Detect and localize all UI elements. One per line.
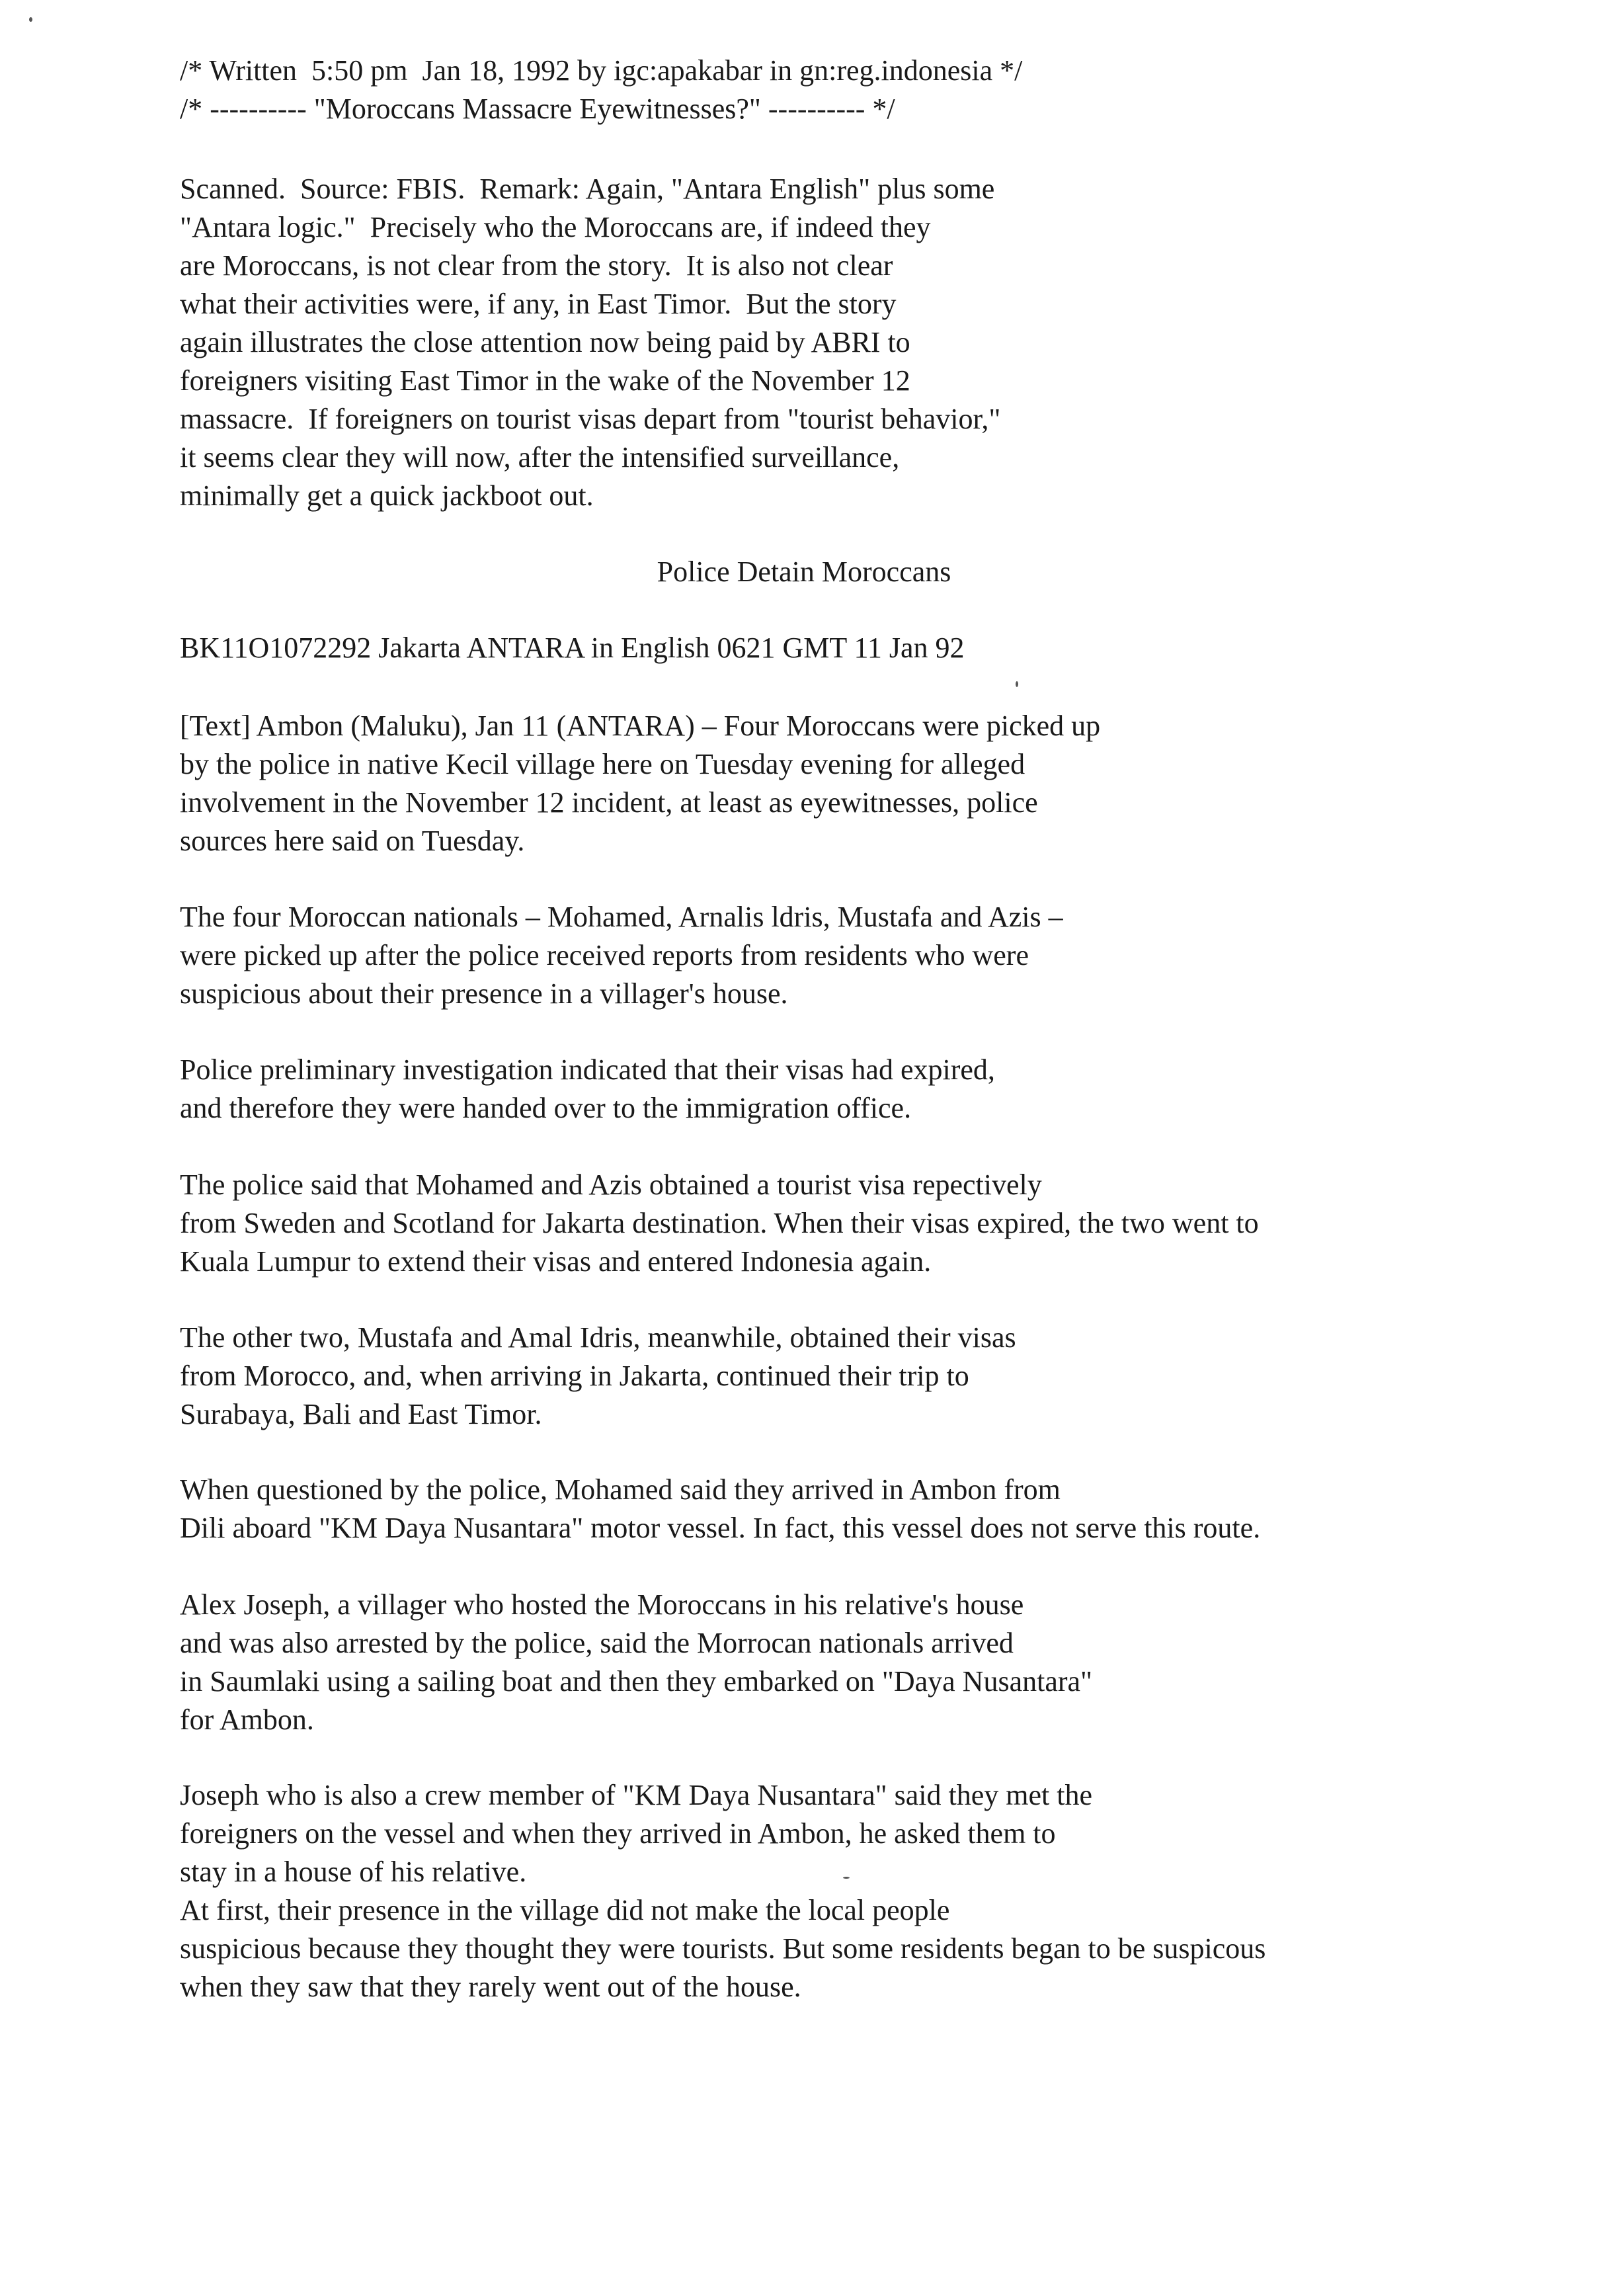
dateline <box>180 629 964 667</box>
text-line: minimally get a quick jackboot out. <box>180 479 594 512</box>
text-line: Dili aboard "KM Daya Nusantara" motor vessel. In fact, this vessel does not serve this route. <box>180 1512 1261 1544</box>
paragraph <box>180 707 1100 860</box>
text-line: Surabaya, Bali and East Timor. <box>180 1398 542 1430</box>
text-line: Joseph who is also a crew member of "KM Daya Nusantara" said they met the <box>180 1779 1092 1811</box>
text-line: At first, their presence in the village did not make the local people <box>180 1894 950 1926</box>
text-line: by the police in native Kecil village here on Tuesday evening for alleged <box>180 748 1025 780</box>
text-line: from Morocco, and, when arriving in Jakarta, continued their trip to <box>180 1360 969 1392</box>
text-line: are Moroccans, is not clear from the story. It is also not clear <box>180 249 893 282</box>
text-line: for Ambon. <box>180 1703 314 1736</box>
file-header <box>180 52 1022 128</box>
text-line: BK11O1072292 Jakarta ANTARA in English 0621 GMT 11 Jan 92 <box>180 632 965 664</box>
text-line: Kuala Lumpur to extend their visas and entered Indonesia again. <box>180 1245 932 1278</box>
text-line: massacre. If foreigners on tourist visas depart from "tourist behavior," <box>180 403 1001 435</box>
intro-remark <box>180 170 1000 515</box>
text-line: The police said that Mohamed and Azis obtained a tourist visa repectively <box>180 1168 1042 1201</box>
text-line: when they saw that they rarely went out of the house. <box>180 1971 801 2003</box>
paragraph <box>180 898 1063 1013</box>
text-line: The other two, Mustafa and Amal Idris, meanwhile, obtained their visas <box>180 1321 1016 1354</box>
header-line: /* Written 5:50 pm Jan 18, 1992 by igc:apakabar in gn:reg.indonesia */ <box>180 54 1023 87</box>
text-line: again illustrates the close attention now being paid by ABRI to <box>180 326 910 358</box>
text-line: it seems clear they will now, after the intensified surveillance, <box>180 441 900 473</box>
text-line: what their activities were, if any, in East Timor. But the story <box>180 288 897 320</box>
text-line: foreigners visiting East Timor in the wake of the November 12 <box>180 364 910 397</box>
text-line: Police preliminary investigation indicated that their visas had expired, <box>180 1053 995 1086</box>
text-line: in Saumlaki using a sailing boat and then they embarked on "Daya Nusantara" <box>180 1665 1093 1698</box>
text-line: When questioned by the police, Mohamed said they arrived in Ambon from <box>180 1473 1061 1506</box>
header-line: /* ---------- "Moroccans Massacre Eyewitnesses?" ---------- */ <box>180 93 895 125</box>
text-line: [Text] Ambon (Maluku), Jan 11 (ANTARA) – Four Moroccans were picked up <box>180 710 1101 742</box>
article-title: Police Detain Moroccans <box>657 555 951 588</box>
text-line: suspicious because they thought they were tourists. But some residents began to be suspicous <box>180 1932 1266 1965</box>
text-line: and therefore they were handed over to the immigration office. <box>180 1092 912 1124</box>
text-line: suspicious about their presence in a villager's house. <box>180 977 788 1010</box>
text-line: Scanned. Source: FBIS. Remark: Again, "Antara English" plus some <box>180 173 995 205</box>
scan-speck <box>29 17 32 22</box>
scan-speck <box>1016 681 1018 687</box>
text-line: and was also arrested by the police, said the Morrocan nationals arrived <box>180 1627 1014 1659</box>
paragraph <box>180 1586 1092 1739</box>
text-line: The four Moroccan nationals – Mohamed, Arnalis ldris, Mustafa and Azis – <box>180 901 1063 933</box>
paragraph <box>180 1051 995 1128</box>
text-line: stay in a house of his relative. <box>180 1856 527 1888</box>
text-line: foreigners on the vessel and when they arrived in Ambon, he asked them to <box>180 1817 1056 1850</box>
text-line: Alex Joseph, a villager who hosted the Moroccans in his relative's house <box>180 1588 1024 1621</box>
paragraph <box>180 1471 1260 1547</box>
paragraph <box>180 1319 1016 1434</box>
text-line: sources here said on Tuesday. <box>180 825 525 857</box>
paragraph <box>180 1776 1266 2006</box>
text-line: involvement in the November 12 incident, at least as eyewitnesses, police <box>180 786 1038 819</box>
text-line: "Antara logic." Precisely who the Moroccans are, if indeed they <box>180 211 931 243</box>
paragraph <box>180 1166 1259 1281</box>
text-line: were picked up after the police received reports from residents who were <box>180 939 1029 971</box>
text-line: from Sweden and Scotland for Jakarta destination. When their visas expired, the two went to <box>180 1207 1259 1239</box>
